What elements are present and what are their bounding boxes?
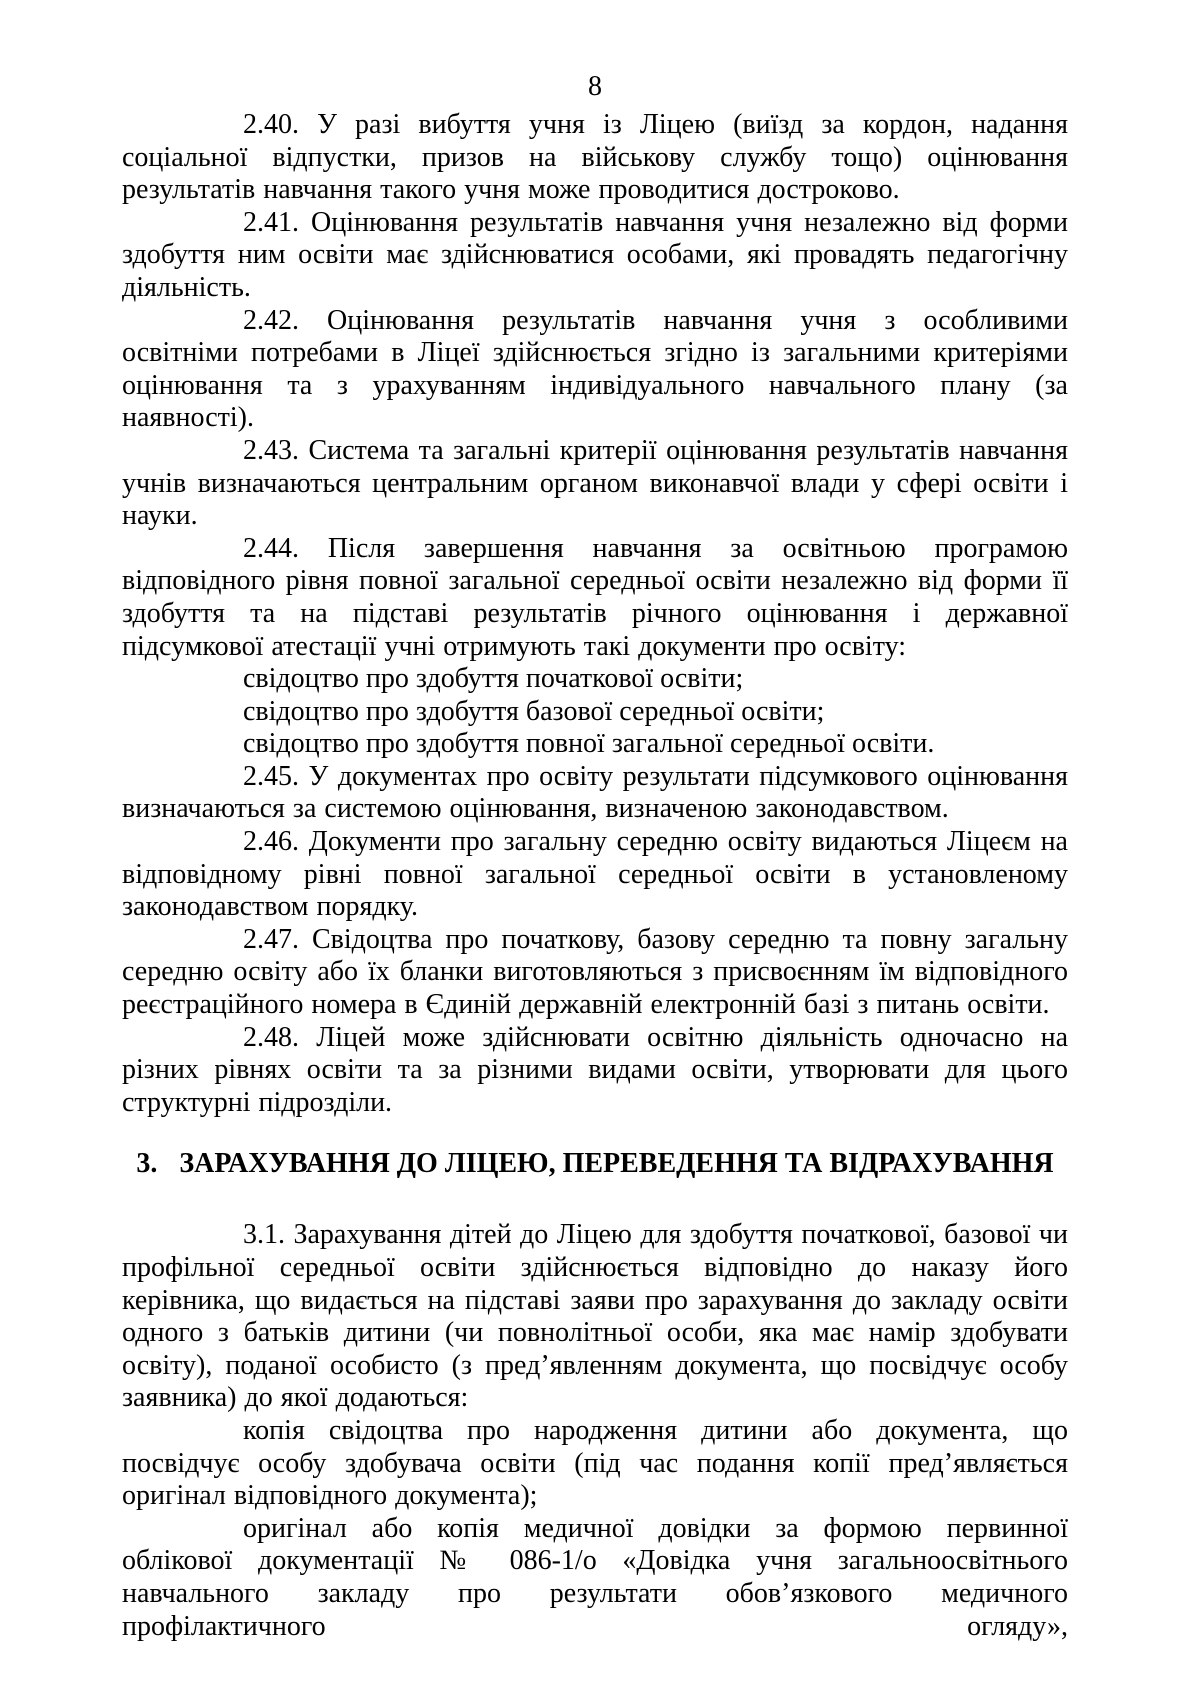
paragraph-2-44: 2.44. Після завершення навчання за освітньою програмою відповідного рівня повної загальної середньої освіти незалежно від форми її здобуття та на підставі результатів річного оцінювання і державної підсумкової атестації учні отримують такі документи про освіту: [122, 532, 1068, 662]
paragraph-2-48: 2.48. Ліцей може здійснювати освітню діяльність одночасно на різних рівнях освіти та за різними видами освіти, утворювати для цього структурні підрозділи. [122, 1021, 1068, 1118]
list-item-certificate-basic: свідоцтво про здобуття базової середньої освіти; [243, 695, 825, 727]
page-number: 8 [588, 71, 602, 102]
list-item-certificate-complete: свідоцтво про здобуття повної загальної середньої освіти. [243, 728, 935, 760]
document-body [122, 109, 1068, 1643]
list-item-certificate-primary: свідоцтво про здобуття початкової освіти; [243, 663, 744, 695]
section-3-number: 3. [136, 1148, 158, 1180]
section-3-heading [122, 1147, 1068, 1181]
paragraph-2-47: 2.47. Свідоцтва про початкову, базову середню та повну загальну середню освіту або їх бланки виготовляються з присвоєнням їм відповідного реєстраційного номера в Єдиній державній електронній базі з питань освіти. [122, 923, 1068, 1021]
paragraph-attachment-medical-certificate: оригінал або копія медичної довідки за формою первинної облікової документації № 086-1/о «Довідка учня загальноосвітнього навчального закладу про результати обов’язкового медичного профілактичного огляду», [122, 1512, 1068, 1642]
paragraph-3-1: 3.1. Зарахування дітей до Ліцею для здобуття початкової, базової чи профільної середньої освіти здійснюється відповідно до наказу його керівника, що видається на підставі заяви про зарахування до закладу освіти одного з батьків дитини (чи повнолітньої особи, яка має намір здобувати освіту), поданої особисто (з пред’явленням документа, що посвідчує особу заявника) до якої додаються: [122, 1219, 1068, 1414]
paragraph-2-45: 2.45. У документах про освіту результати підсумкового оцінювання визначаються за системою оцінювання, визначеною законодавством. [122, 760, 1068, 825]
paragraph-2-41: 2.41. Оцінювання результатів навчання учня незалежно від форми здобуття ним освіти має здійснюватися особами, які провадять педагогічну діяльність. [122, 206, 1068, 303]
paragraph-2-46: 2.46. Документи про загальну середню освіту видаються Ліцеєм на відповідному рівні повної загальної середньої освіти в установленому законодавством порядку. [122, 826, 1068, 923]
paragraph-attachment-birth-certificate: копія свідоцтва про народження дитини або документа, що посвідчує особу здобувача освіти (під час подання копії пред’являється оригінал відповідного документа); [122, 1414, 1068, 1512]
section-3-title: ЗАРАХУВАННЯ ДО ЛІЦЕЮ, ПЕРЕВЕДЕННЯ ТА ВІДРАХУВАННЯ [179, 1148, 1054, 1180]
paragraph-2-40: 2.40. У разі вибуття учня із Ліцею (виїзд за кордон, надання соціальної відпустки, призов на військову службу тощо) оцінювання результатів навчання такого учня може проводитися достроково. [122, 109, 1068, 206]
paragraph-2-42: 2.42. Оцінювання результатів навчання учня з особливими освітніми потребами в Ліцеї здійснюється згідно із загальними критеріями оцінювання та з урахуванням індивідуального навчального плану (за наявності). [122, 304, 1068, 434]
paragraph-2-43: 2.43. Система та загальні критерії оцінювання результатів навчання учнів визначаються центральним органом виконавчої влади у сфері освіти і науки. [122, 434, 1068, 532]
